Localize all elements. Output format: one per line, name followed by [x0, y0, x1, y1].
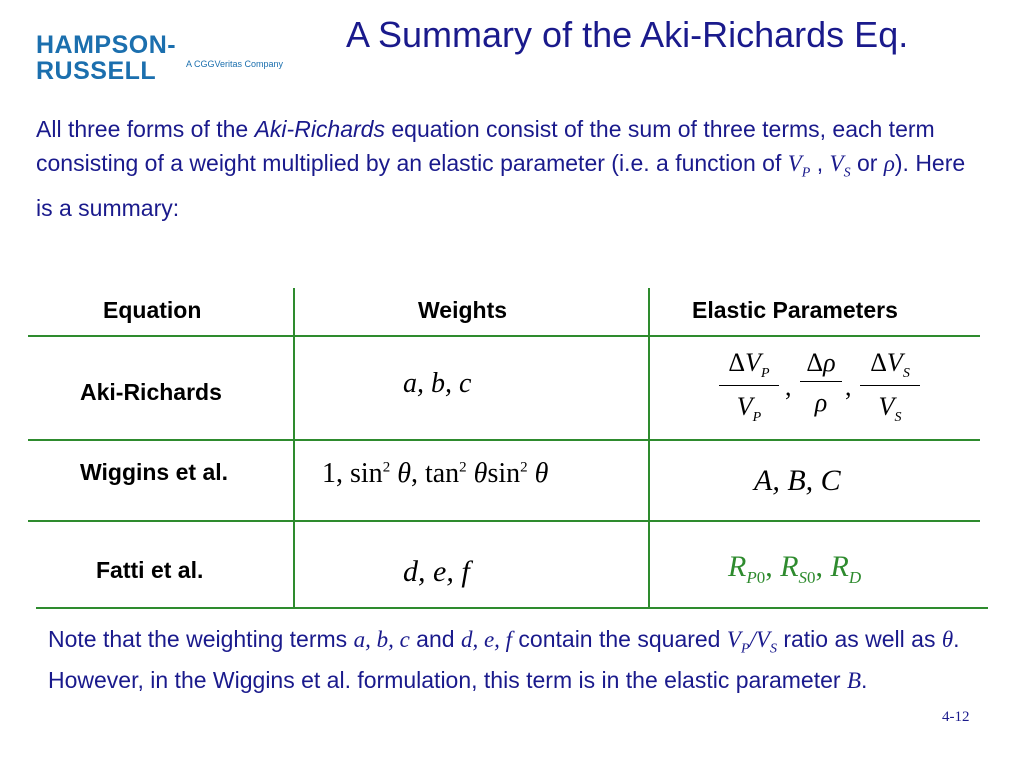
table-row2-rule — [28, 520, 980, 522]
note-def: d, e, f — [460, 627, 513, 652]
note-text-5: . — [861, 666, 868, 693]
params-wiggins: A, B, C — [754, 464, 841, 497]
row-label-aki-richards: Aki-Richards — [80, 379, 222, 405]
note-abc: a, b, c — [353, 627, 410, 652]
intro-aki-richards: Aki-Richards — [254, 116, 385, 142]
slide-title: A Summary of the Aki-Richards Eq. — [346, 14, 909, 55]
intro-vs: $V_S$ — [829, 151, 851, 181]
intro-comma: , — [810, 150, 830, 176]
fraction-drho-rho: $\frac{\Delta\rho}{\rho}$ — [800, 348, 842, 418]
note-ratio: $V_P/V_S$ — [726, 627, 777, 657]
header-weights: Weights — [418, 297, 508, 323]
fraction-dvp-vp: $\Delta V_P$ $V_P$ — [719, 348, 779, 426]
row-label-fatti: Fatti et al. — [96, 557, 204, 583]
note-text-1: Note that the weighting terms — [48, 626, 354, 652]
table-bottom-rule — [36, 607, 988, 609]
note-text-4: . However, in the Wiggins et al. formulation, this term is in the elastic parameter — [48, 626, 960, 693]
table-col-divider-2 — [648, 288, 650, 608]
table-header-rule — [28, 335, 980, 337]
note-text-3: ratio as well as — [776, 626, 942, 652]
note-paragraph — [48, 624, 998, 696]
row-label-wiggins: Wiggins et al. — [80, 459, 229, 485]
table-col-divider-1 — [293, 288, 295, 608]
fraction-dvs-vs: $\Delta V_S$ $V_S$ — [860, 348, 920, 426]
intro-text-2: equation consist of the sum of three terms, each term consisting of a weight multiplied by an elastic parameter (i.e. a function of — [36, 116, 935, 176]
note-text-2: contain the squared — [512, 626, 727, 652]
note-theta: θ — [941, 627, 954, 652]
intro-or: or — [850, 150, 884, 176]
intro-vp: $V_P$ — [787, 151, 811, 181]
fraction-comma-1: , — [785, 372, 792, 401]
note-b: B — [846, 667, 862, 693]
weights-aki-richards: a, b, c — [403, 368, 472, 399]
table-row1-rule — [28, 439, 980, 441]
weights-fatti: d, e, f — [403, 555, 470, 588]
header-equation: Equation — [103, 297, 202, 323]
logo-tagline: A CGGVeritas Company — [186, 59, 284, 69]
header-elastic-parameters: Elastic Parameters — [692, 297, 898, 323]
note-and: and — [409, 626, 461, 652]
logo-wordmark: HAMPSON-RUSSELL — [36, 31, 177, 85]
intro-rho: ρ — [883, 151, 895, 176]
intro-text-3: ). Here is a summary: — [36, 150, 966, 221]
weights-wiggins: 1, $\sin^2 \theta$, $\tan^2 \theta\sin^2$ θ — [322, 458, 549, 489]
intro-text-1: All three forms of the — [36, 116, 255, 142]
intro-paragraph — [36, 112, 986, 225]
page-number: 4-12 — [942, 709, 970, 725]
params-fatti: $R_{P0}$, $R_{S0}$, $R_D$ — [728, 550, 862, 587]
fraction-comma-2: , — [845, 372, 852, 401]
hampson-russell-logo — [36, 32, 286, 84]
